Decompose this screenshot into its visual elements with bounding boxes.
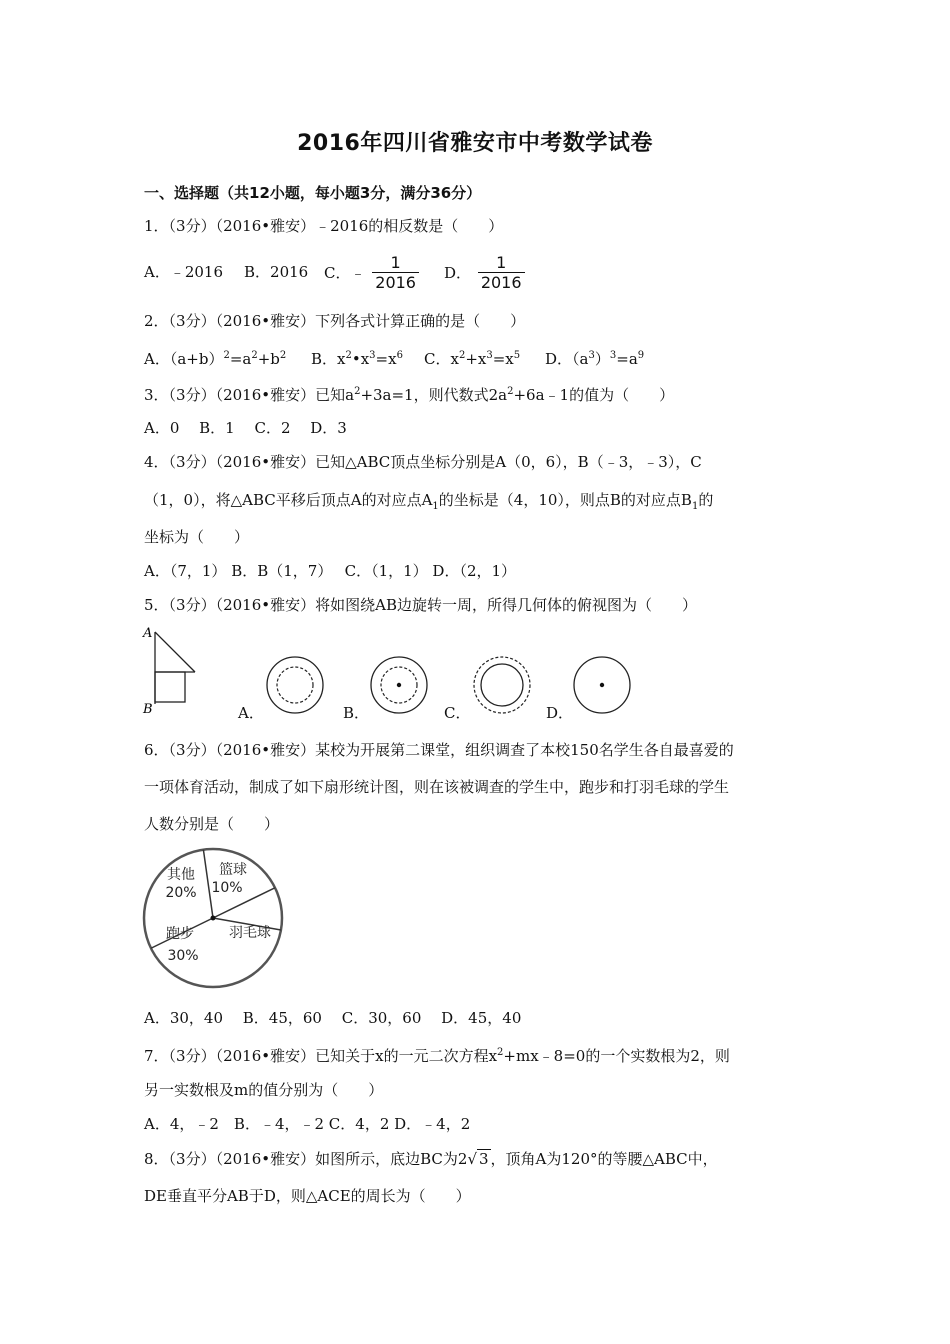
q4-options: A．（7，1） B．B（1，7） C．（1，1） D．（2，1） xyxy=(144,562,517,580)
q2-option-d: D．$(a^3)^3=a^9$ xyxy=(545,350,645,368)
pie-label-badminton: 羽毛球 xyxy=(229,925,271,941)
q1-stem: 1．（3分）（2016•雅安）﹣2016的相反数是（ ） xyxy=(144,217,504,235)
q6-line2: 一项体育活动，制成了如下扇形统计图，则在该被调查的学生中，跑步和打羽毛球的学生 xyxy=(144,778,730,796)
q4-line3: 坐标为（ ） xyxy=(144,528,250,546)
q5-point-b-label: B xyxy=(143,702,153,717)
q5-option-b-figure xyxy=(371,657,427,713)
q2-option-b: B．$x^2•x^3=x^6$ xyxy=(311,350,403,368)
q1-option-d-label: D． xyxy=(444,264,472,282)
pie-label-basketball: 篮球 xyxy=(219,862,247,878)
q8-line2: DE垂直平分AB于D，则△ACE的周长为（ ） xyxy=(144,1187,471,1205)
q5-option-a: A． xyxy=(238,704,264,722)
q1-option-c xyxy=(324,254,421,292)
q1-option-c-fraction xyxy=(372,254,419,292)
sqrt-symbol: √ xyxy=(467,1150,477,1168)
q1-d-denominator: 2016 xyxy=(480,273,522,292)
q2-option-c: C．$x^2+x^3=x^5$ xyxy=(424,350,521,368)
q5-option-c-figure xyxy=(474,657,530,713)
q1-d-numerator: 1 xyxy=(478,254,525,273)
pie-percent-other: 20% xyxy=(165,885,197,901)
q5-point-a-label: A xyxy=(143,626,153,641)
q1-option-a: A．﹣2016 xyxy=(144,263,224,281)
q6-options: A．30，40 B．45，60 C．30，60 D．45，40 xyxy=(144,1009,522,1027)
page-title: 2016年四川省雅安市中考数学试卷 xyxy=(297,131,653,156)
q5-option-b: B． xyxy=(343,704,370,722)
pie-percent-basketball: 10% xyxy=(211,880,243,896)
q8-line1: 8．（3分）（2016•雅安）如图所示，底边BC为2√ 3 ，顶角A为120°的等腰△ABC中， xyxy=(144,1150,718,1168)
q3-stem: 3．（3分）（2016•雅安）已知$a^2+3a=1$，则代数式$2a^2+6a﹣1$的值为（ ） xyxy=(144,386,675,404)
q3-options: A．0 B．1 C．2 D．3 xyxy=(144,419,347,437)
q1-option-d-fraction xyxy=(478,254,525,292)
q7-line1: 7．（3分）（2016•雅安）已知关于x的一元二次方程$x^2+mx﹣8=0$的一个实数根为2，则 xyxy=(144,1047,730,1065)
q4-line2: （1，0），将△ABC平移后顶点A的对应点$A_1$的坐标是（4，10），则点B的对应点$B_1$的 xyxy=(144,491,714,512)
section-heading: 一、选择题（共12小题，每小题3分，满分36分） xyxy=(144,184,482,202)
pie-center xyxy=(211,916,216,921)
q5-stem: 5．（3分）（2016•雅安）将如图绕AB边旋转一周，所得几何体的俯视图为（ ） xyxy=(144,596,697,614)
q1-c-numerator: 1 xyxy=(372,254,419,273)
q5-option-d-figure xyxy=(574,657,630,713)
pie-percent-running: 30% xyxy=(167,948,199,964)
pie-label-running: 跑步 xyxy=(166,926,194,942)
q5-option-c: C． xyxy=(444,704,471,722)
q5-rotation-shape xyxy=(142,626,195,717)
pie-label-other: 其他 xyxy=(167,867,195,883)
q7-options: A．4，﹣2 B．﹣4，﹣2 C．4，2 D．﹣4，2 xyxy=(144,1115,471,1133)
q2-option-a: A．$(a+b)^2=a^2+b^2$ xyxy=(144,350,287,368)
sqrt-radicand: 3 xyxy=(479,1150,489,1168)
q5-option-d: D． xyxy=(546,704,574,722)
q1-option-b: B．2016 xyxy=(244,263,309,281)
q6-line1: 6．（3分）（2016•雅安）某校为开展第二课堂，组织调查了本校150名学生各自最喜爱的 xyxy=(144,741,734,759)
q1-option-d xyxy=(444,254,527,292)
q6-line3: 人数分别是（ ） xyxy=(144,815,280,833)
q7-line2: 另一实数根及m的值分别为（ ） xyxy=(144,1081,384,1099)
q2-stem: 2．（3分）（2016•雅安）下列各式计算正确的是（ ） xyxy=(144,312,526,330)
q1-c-denominator: 2016 xyxy=(375,273,416,292)
q1-option-c-label: C．﹣ xyxy=(324,264,366,282)
q6-pie-chart xyxy=(140,846,290,994)
q5-option-a-figure xyxy=(267,657,323,713)
q4-line1: 4．（3分）（2016•雅安）已知△ABC顶点坐标分别是A（0，6），B（﹣3，﹣3），C xyxy=(144,453,702,471)
